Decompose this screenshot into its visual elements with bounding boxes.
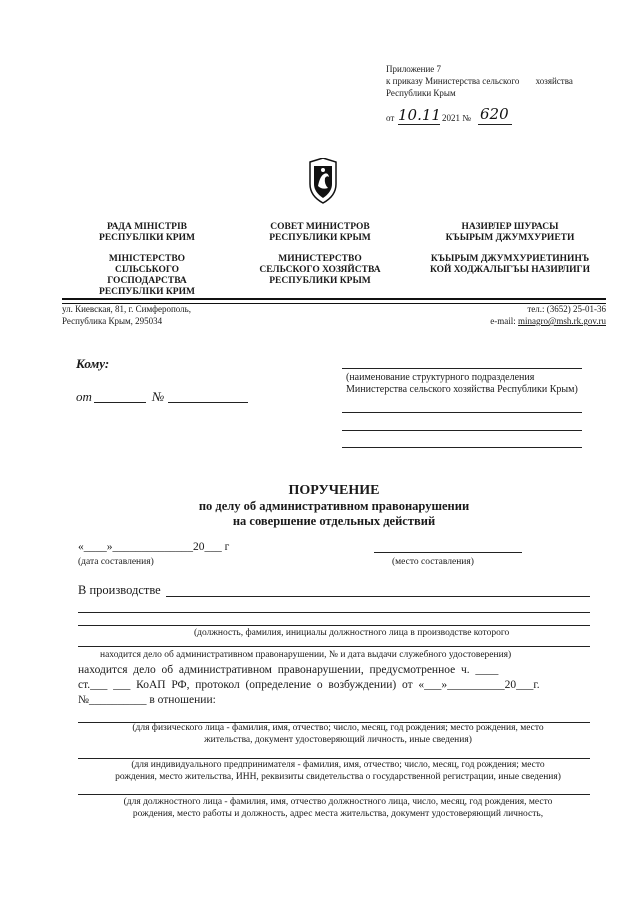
title-sub1: по делу об административном правонарушении [198,499,470,513]
entrepreneur-caption-1: (для индивидуального предпринимателя - фамилия, имя, отчество; число, месяц, год рождения; место [131,760,545,770]
header-right-ministry-1: КЪЫРЫМ ДЖУМХУРИЕТИНИНЪ [430,254,590,264]
appendix-line3: Республики Крым [386,88,456,98]
from-label: от [76,389,92,404]
case-caption: находится дело об административном правонарушении, № и дата выдачи служебного удостоверения) [100,650,512,660]
case-paragraph [78,663,598,708]
contact-phone: тел.: (3652) 25-01-36 [527,304,606,314]
place-field[interactable] [374,552,522,553]
addressee-line-3[interactable] [342,430,582,431]
individual-caption-2: жительства, документ удостоверяющий личность, иные сведения) [204,735,472,745]
contacts-right [400,303,606,327]
header-right-ministry-2: КОЙ ХОДЖАЛЫГЪЫ НАЗИРЛИГИ [429,265,590,275]
coat-of-arms-icon [306,158,340,204]
appendix-line1: Приложение 7 [386,64,442,74]
official-caption: (должность, фамилия, инициалы должностного лица в производстве которого [194,628,510,638]
header-left [84,222,210,298]
official-line-2[interactable] [78,612,590,613]
place-caption: (место составления) [392,557,474,567]
header-center-council-2: РЕСПУБЛИКИ КРЫМ [269,233,371,243]
from-row [76,389,256,407]
in-production-label: В производстве [78,583,161,597]
contact-email-label: e-mail: [490,316,516,326]
official-line-3[interactable] [78,625,590,626]
entrepreneur-caption-2: рождения, место жительства, ИНН, реквизиты свидетельства о государственной регистрации, иные сведения) [115,772,561,782]
document-title [62,482,606,529]
header-center-ministry-3: РЕСПУБЛИКИ КРЫМ [269,276,371,286]
addressee-caption: (наименование структурного подразделения Министерства сельского хозяйства Республики Крым) [346,372,578,395]
address-line2: Республика Крым, 295034 [62,316,163,326]
header-center-ministry-2: СЕЛЬСКОГО ХОЗЯЙСТВА [259,265,381,275]
addressee-line-2[interactable] [342,412,582,413]
header-left-council-2: РЕСПУБЛІКИ КРИМ [99,233,195,243]
header-center [255,222,385,287]
header-left-ministry-1: МІНІСТЕРСТВО [108,254,186,264]
from-number-label: № [152,389,165,404]
official-person-caption-2: рождения, место работы и должность, адрес места жительства, документ удостоверяющий личность, [132,809,544,819]
title-sub2: на совершение отдельных действий [232,514,436,528]
addressee-line-4[interactable] [342,447,582,448]
order-year-number: 2021 № [442,113,471,123]
case-paragraph-line2: ст.___ ___ КоАП РФ, протокол (определение о возбуждении) от «___»__________20___г. [78,679,540,691]
header-right-council-1: НАЗИРЛЕР ШУРАСЫ [461,222,559,232]
case-paragraph-line1: находится дело об административном правонарушении, предусмотренное ч. ____ [78,664,499,676]
official-person-caption [78,796,598,820]
official-line-4[interactable] [78,646,590,647]
header-left-ministry-4: РЕСПУБЛІКИ КРИМ [99,287,195,297]
appendix-line2 [386,75,606,87]
header-left-ministry-3: ГОСПОДАРСТВА [107,276,187,286]
individual-caption-1: (для физического лица - фамилия, имя, отчество; число, месяц, год рождения; место рождения, место [132,723,544,733]
appendix-line2b: хозяйства [535,76,573,86]
header-right [420,222,600,276]
header-center-ministry-1: МИНИСТЕРСТВО [278,254,362,264]
header-center-council-1: СОВЕТ МИНИСТРОВ [270,222,370,232]
in-production-line[interactable] [166,596,590,597]
individual-caption [78,722,598,746]
order-number-handwritten: 620 [480,105,509,123]
contact-email-row [400,315,606,327]
header-right-council-2: КЪЫРЫМ ДЖУМХУРИЕТИ [445,233,575,243]
addressee-line-1[interactable] [342,368,582,369]
official-person-line[interactable] [78,794,590,795]
contact-email-link[interactable]: minagro@msh.rk.gov.ru [518,316,606,326]
appendix-block [386,63,606,99]
title-main: ПОРУЧЕНИЕ [288,483,380,498]
entrepreneur-caption [78,759,598,783]
contacts-address [62,303,282,327]
order-date-row [386,106,586,128]
appendix-line2a: к приказу Министерства сельского [386,76,520,86]
official-person-caption-1: (для должностного лица - фамилия, имя, отчество должностного лица, число, месяц, год рождения, место [123,797,553,807]
header-left-ministry-2: СІЛЬСЬКОГО [114,265,180,275]
address-line1: ул. Киевская, 81, г. Симферополь, [62,304,192,314]
order-date-prefix: от [386,113,395,123]
date-field[interactable]: «____»______________20___ г [78,541,230,553]
header-left-council-1: РАДА МІНІСТРІВ [106,222,187,232]
to-label: Кому: [76,356,110,371]
case-paragraph-line3: №__________ в отношении: [78,694,216,706]
date-caption: (дата составления) [78,557,154,567]
order-date-handwritten: 10.11 [398,106,441,124]
